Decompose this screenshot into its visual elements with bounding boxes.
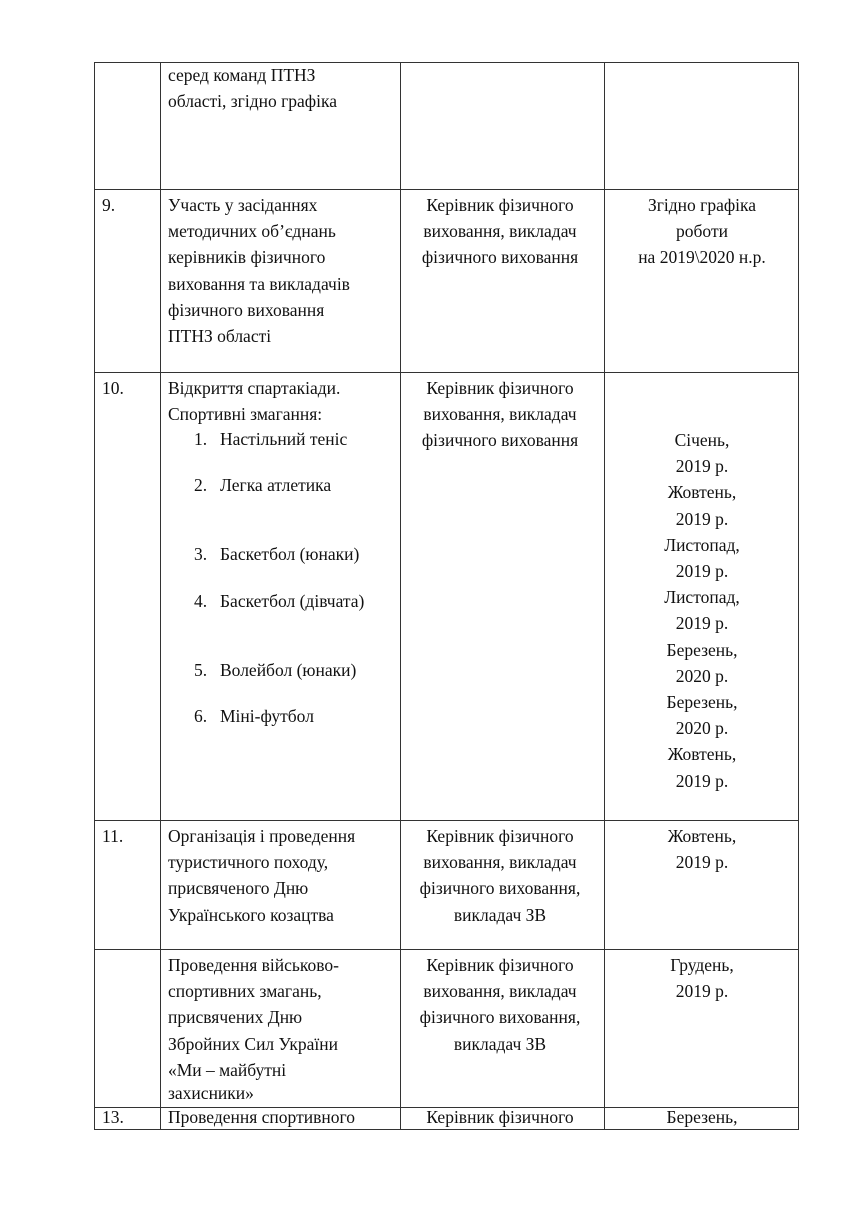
table-border-left <box>94 62 95 1130</box>
row-responsible: Керівник фізичного виховання, викладач фізичного виховання <box>421 195 579 268</box>
row-number: 11. <box>102 826 124 846</box>
list-item: 3. Баскетбол (юнаки) <box>194 544 360 564</box>
row-description: Участь у засіданнях методичних об’єднань керівників фізичного виховання та викладачів фізичного виховання ПТНЗ області <box>168 195 350 347</box>
list-item: 2. Легка атлетика <box>194 475 332 495</box>
row-responsible: Керівник фізичного виховання, викладач фізичного виховання, викладач ЗВ <box>419 955 581 1054</box>
row-responsible: Керівник фізичного <box>426 1107 574 1127</box>
row-term: Жовтень, 2019 р. <box>667 826 737 873</box>
list-item: 5. Волейбол (юнаки) <box>194 660 357 680</box>
row-divider <box>94 189 799 190</box>
row-number: 9. <box>102 195 116 215</box>
row-description: Проведення спортивного <box>168 1107 355 1127</box>
row-responsible: Керівник фізичного виховання, викладач фізичного виховання <box>421 378 579 451</box>
column-divider-description <box>400 62 401 1130</box>
row-number: 13. <box>102 1107 124 1127</box>
list-item: 4. Баскетбол (дівчата) <box>194 591 365 611</box>
table-row-continuation-description: серед команд ПТНЗ області, згідно графіка <box>168 65 337 112</box>
table-border-bottom <box>94 1129 799 1130</box>
row-description: Відкриття спартакіади. Спортивні змагання: <box>168 378 341 425</box>
row-term: Січень, 2019 р. Жовтень, 2019 р. Листопад, 2019 р. Листопад, 2019 р. Березень, 2020 р. Березень, 2020 р. Жовтень, 2019 р. <box>664 430 740 791</box>
list-item: 6. Міні-футбол <box>194 706 314 726</box>
row-description: Проведення військово- спортивних змагань, присвячених Дню Збройних Сил України «Ми – майбутні захисники» <box>168 955 339 1104</box>
row-divider <box>94 949 799 950</box>
row-description: Організація і проведення туристичного походу, присвяченого Дню Українського козацтва <box>168 826 356 925</box>
row-divider <box>94 372 799 373</box>
row-responsible: Керівник фізичного виховання, викладач фізичного виховання, викладач ЗВ <box>419 826 581 925</box>
plan-table <box>94 62 799 1130</box>
list-item: 1. Настільний теніс <box>194 429 348 449</box>
row-term: Грудень, 2019 р. <box>670 955 734 1002</box>
column-divider-number <box>160 62 161 1130</box>
row-term: Березень, <box>666 1107 738 1127</box>
row-number: 10. <box>102 378 124 398</box>
row-term: Згідно графіка роботи на 2019\2020 н.р. <box>638 195 766 268</box>
row-divider <box>94 820 799 821</box>
